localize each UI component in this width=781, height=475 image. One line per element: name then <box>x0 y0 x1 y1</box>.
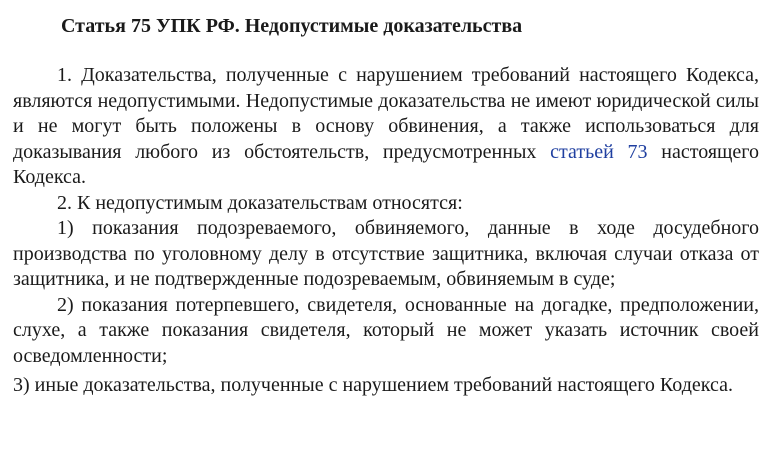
article-73-link[interactable]: статьей 73 <box>550 140 648 163</box>
article-body <box>13 63 759 399</box>
paragraph-2: 2. К недопустимым доказательствам относятся: <box>57 191 463 214</box>
article-title: Статья 75 УПК РФ. Недопустимые доказательства <box>61 15 523 37</box>
paragraph-1-text-after: настоящего Кодекса. <box>13 140 760 188</box>
paragraph-1 <box>13 63 759 191</box>
paragraph-3: 1) показания подозреваемого, обвиняемого, данные в ходе досудебного производства по уголовному делу в отсутствие защитника, включая случаи отказа от защитника, и не подтвержденные подозреваемым, обвиняемым в суде; <box>13 217 759 290</box>
paragraph-5: 3) иные доказательства, полученные с нарушением требований настоящего Кодекса. <box>13 374 733 396</box>
paragraph-1-text-before: 1. Доказательства, полученные с нарушением требований настоящего Кодекса, являются недопустимыми. Недопустимые доказательства не имеют юридической силы и не могут быть положены в основу обвинения, а также использоваться для доказывания любого из обстоятельств, предусмотренных <box>13 64 759 163</box>
paragraph-4: 2) показания потерпевшего, свидетеля, основанные на догадке, предположении, слухе, а также показания свидетеля, который не может указать источник своей осведомленности; <box>13 293 759 367</box>
